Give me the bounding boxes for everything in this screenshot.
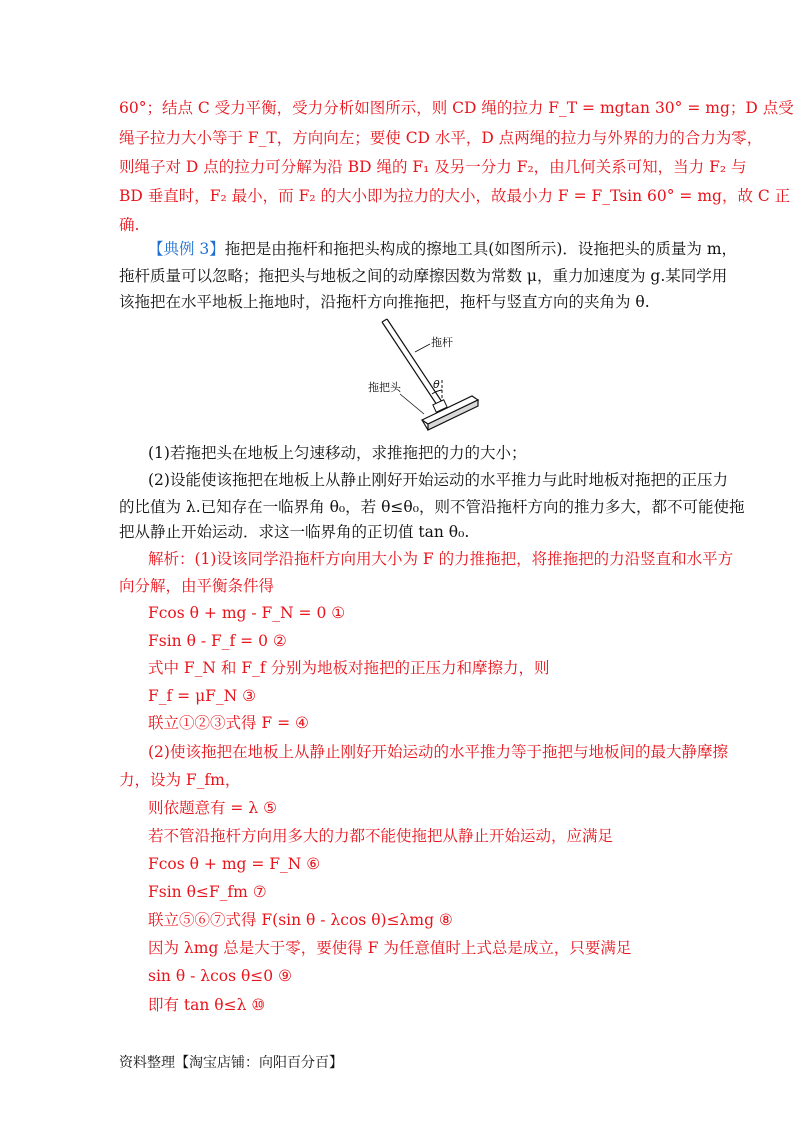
intro-line: 则绳子对 D 点的拉力可分解为沿 BD 绳的 F₁ 及另一分力 F₂，由几何关系可知，当力 F₂ 与 bbox=[119, 158, 747, 176]
solution-line: F_f = μF_N ③ bbox=[148, 687, 257, 705]
rod-label: 拖杆 bbox=[431, 336, 453, 349]
solution-line: 若不管沿拖杆方向用多大的力都不能使拖把从静止开始运动，应满足 bbox=[148, 827, 614, 845]
solution-line: sin θ - λcos θ≤0 ⑨ bbox=[148, 967, 292, 985]
example-line: 拖杆质量可以忽略；拖把头与地板之间的动摩擦因数为常数 μ，重力加速度为 g.某同学用 bbox=[119, 267, 728, 285]
solution-line: 则依题意有 = λ ⑤ bbox=[148, 799, 277, 817]
solution-line: 因为 λmg 总是大于零，要使得 F 为任意值时上式总是成立，只要满足 bbox=[148, 939, 632, 957]
angle-label: θ bbox=[433, 378, 440, 391]
head-label: 拖把头 bbox=[368, 381, 401, 394]
footer-note: 资料整理【淘宝店铺：向阳百分百】 bbox=[119, 1055, 343, 1071]
intro-line: 绳子拉力大小等于 F_T，方向向左；要使 CD 水平，D 点两绳的拉力与外界的力的合力为零， bbox=[119, 129, 763, 147]
intro-line: 60°；结点 C 受力平衡，受力分析如图所示，则 CD 绳的拉力 F_T = mgtan 30° = mg；D 点受 bbox=[119, 99, 794, 117]
solution-line: Fsin θ - F_f = 0 ② bbox=[148, 632, 287, 650]
question-line: (1)若拖把头在地板上匀速移动，求推拖把的力的大小； bbox=[148, 444, 527, 462]
solution-line: 即有 tan θ≤λ ⑩ bbox=[148, 996, 266, 1014]
question-line: 把从静止开始运动．求这一临界角的正切值 tan θ₀. bbox=[119, 523, 470, 541]
intro-line: 确. bbox=[119, 216, 140, 234]
solution-line: Fcos θ + mg = F_N ⑥ bbox=[148, 855, 321, 873]
question-line: (2)设能使该拖把在地板上从静止刚好开始运动的水平推力与此时地板对拖把的正压力 bbox=[148, 471, 728, 489]
solution-line: 解析：(1)设该同学沿拖杆方向用大小为 F 的力推拖把，将推拖把的力沿竖直和水平方 bbox=[148, 550, 734, 568]
question-line: 的比值为 λ.已知存在一临界角 θ₀，若 θ≤θ₀，则不管沿拖杆方向的推力多大，都不可能使拖 bbox=[119, 498, 745, 516]
solution-line: (2)使该拖把在地板上从静止刚好开始运动的水平推力等于拖把与地板间的最大静摩擦 bbox=[148, 743, 728, 761]
solution-line: Fcos θ + mg - F_N = 0 ① bbox=[148, 604, 346, 622]
intro-line: BD 垂直时，F₂ 最小，而 F₂ 的大小即为拉力的大小，故最小力 F = F_Tsin 60° = mg，故 C 正 bbox=[119, 187, 791, 205]
solution-line: 联立⑤⑥⑦式得 F(sin θ - λcos θ)≤λmg ⑧ bbox=[148, 911, 453, 929]
example-first-line bbox=[148, 239, 737, 259]
solution-line: 力，设为 F_fm， bbox=[119, 771, 241, 789]
solution-line: 式中 F_N 和 F_f 分别为地板对拖把的正压力和摩擦力，则 bbox=[148, 659, 550, 677]
mop-figure bbox=[360, 316, 490, 434]
example-text: 拖把是由拖杆和拖把头构成的擦地工具(如图所示)．设拖把头的质量为 m， bbox=[224, 240, 738, 258]
solution-line: 联立①②③式得 F = ④ bbox=[148, 714, 309, 732]
example-line: 该拖把在水平地板上拖地时，沿拖杆方向推拖把，拖杆与竖直方向的夹角为 θ. bbox=[119, 293, 650, 311]
solution-line: 向分解，由平衡条件得 bbox=[119, 577, 275, 595]
solution-line: Fsin θ≤F_fm ⑦ bbox=[148, 883, 267, 901]
example-tag: 【典例 3】 bbox=[148, 240, 225, 258]
